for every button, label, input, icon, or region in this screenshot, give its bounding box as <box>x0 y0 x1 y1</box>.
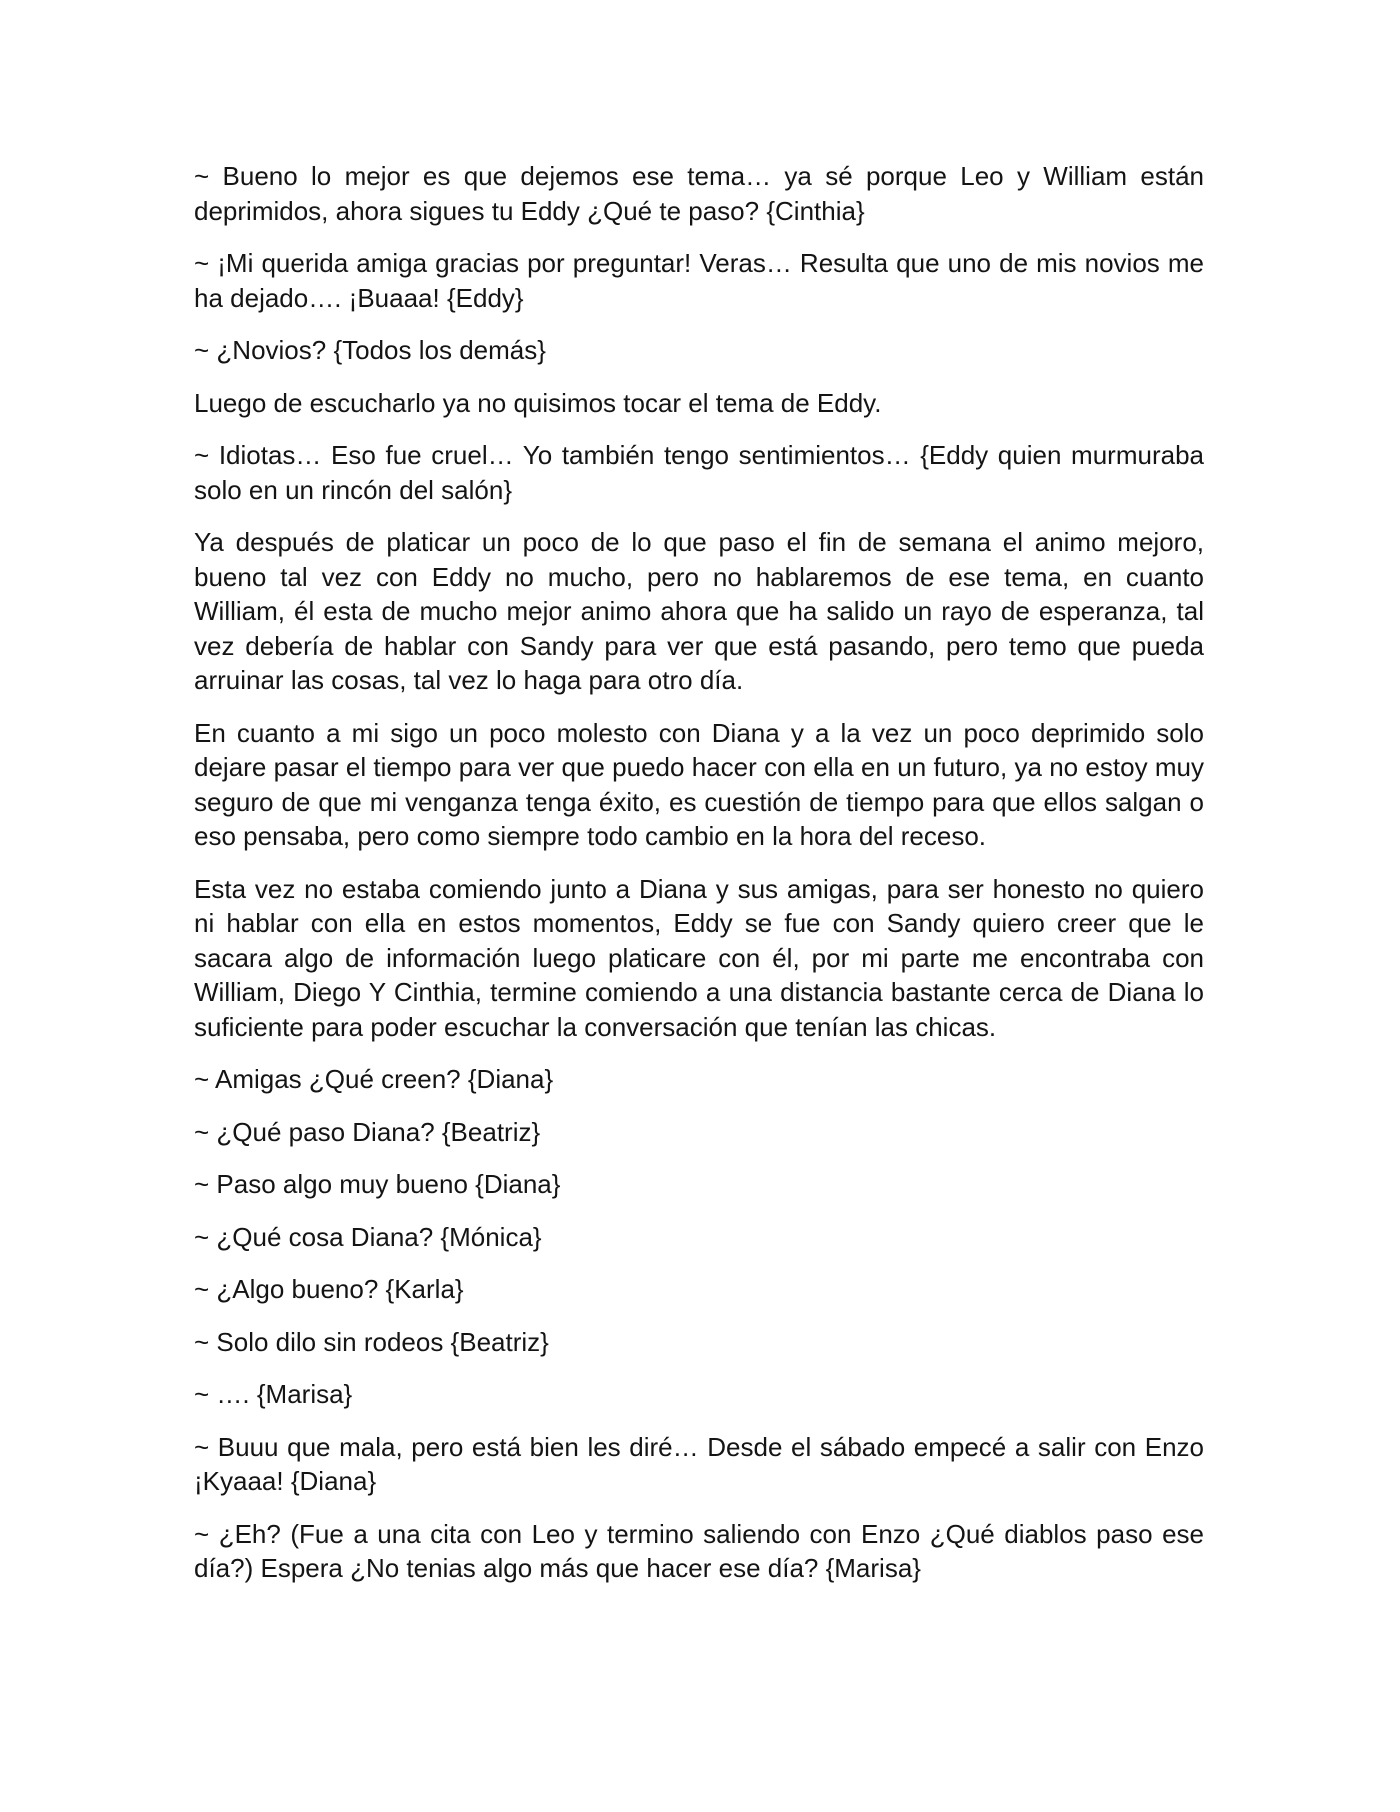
dialogue-line-marisa: ~ ¿Eh? (Fue a una cita con Leo y termino saliendo con Enzo ¿Qué diablos paso ese día?) Espera ¿No tenias algo más que hacer ese día? {Marisa} <box>194 1518 1204 1583</box>
narration-paragraph: En cuanto a mi sigo un poco molesto con Diana y a la vez un poco deprimido solo dejare pasar el tiempo para ver que puedo hacer con ella en un futuro, ya no estoy muy seguro de que mi venganza tenga éxito, es cuestión de tiempo para que ellos salgan o eso pensaba, pero como siempre todo cambio en la hora del receso. <box>194 717 1204 851</box>
dialogue-line-diana: ~ Buuu que mala, pero está bien les diré… Desde el sábado empecé a salir con Enzo ¡Kyaaa! {Diana} <box>194 1431 1204 1496</box>
dialogue-line-marisa: ~ …. {Marisa} <box>194 1379 353 1409</box>
narration-paragraph: Esta vez no estaba comiendo junto a Diana y sus amigas, para ser honesto no quiero ni hablar con ella en estos momentos, Eddy se fue con Sandy quiero creer que le sacara algo de información luego platicare con él, por mi parte me encontraba con William, Diego Y Cinthia, termine comiendo a una distancia bastante cerca de Diana lo suficiente para poder escuchar la conversación que tenían las chicas. <box>194 873 1204 1042</box>
dialogue-line-eddy: ~ ¡Mi querida amiga gracias por preguntar! Veras… Resulta que uno de mis novios me ha dejado…. ¡Buaaa! {Eddy} <box>194 248 1204 313</box>
dialogue-line-beatriz: ~ ¿Qué paso Diana? {Beatriz} <box>194 1116 541 1147</box>
dialogue-line-monica: ~ ¿Qué cosa Diana? {Mónica} <box>194 1221 542 1252</box>
dialogue-line-diana: ~ Paso algo muy bueno {Diana} <box>194 1169 561 1199</box>
dialogue-line-eddy-murmur: ~ Idiotas… Eso fue cruel… Yo también tengo sentimientos… {Eddy quien murmuraba solo en un rincón del salón} <box>194 440 1204 505</box>
narration-paragraph: Luego de escucharlo ya no quisimos tocar el tema de Eddy. <box>194 387 882 418</box>
dialogue-line-todos: ~ ¿Novios? {Todos los demás} <box>194 335 546 365</box>
narration-paragraph: Ya después de platicar un poco de lo que paso el fin de semana el animo mejoro, bueno tal vez con Eddy no mucho, pero no hablaremos de ese tema, en cuanto William, él esta de mucho mejor animo ahora que ha salido un rayo de esperanza, tal vez debería de hablar con Sandy para ver que está pasando, pero temo que pueda arruinar las cosas, tal vez lo haga para otro día. <box>194 527 1204 695</box>
dialogue-line-beatriz: ~ Solo dilo sin rodeos {Beatriz} <box>194 1326 549 1357</box>
dialogue-line-diana: ~ Amigas ¿Qué creen? {Diana} <box>194 1064 554 1094</box>
document-page <box>194 159 1204 1604</box>
dialogue-line-cinthia: ~ Bueno lo mejor es que dejemos ese tema… ya sé porque Leo y William están deprimidos, ahora sigues tu Eddy ¿Qué te paso? {Cinthia} <box>194 161 1204 226</box>
dialogue-line-karla: ~ ¿Algo bueno? {Karla} <box>194 1274 464 1304</box>
